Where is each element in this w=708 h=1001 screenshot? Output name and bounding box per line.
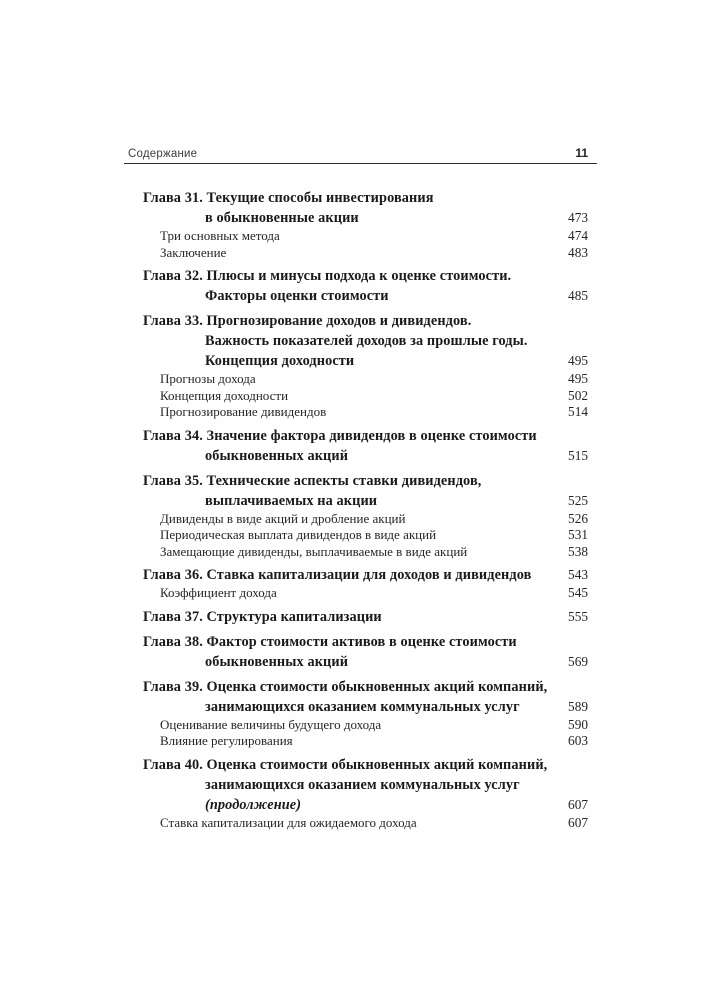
toc-line bbox=[127, 245, 588, 262]
toc-line bbox=[127, 471, 588, 491]
toc-sub-entry bbox=[127, 527, 588, 544]
toc-line-text: Коэффициент дохода bbox=[160, 585, 277, 600]
toc-line bbox=[127, 286, 588, 306]
toc-page-number: 515 bbox=[568, 447, 588, 463]
toc-chapter-entry bbox=[127, 188, 588, 228]
toc-page-number: 473 bbox=[568, 210, 588, 225]
toc-line bbox=[127, 652, 588, 672]
toc-line bbox=[127, 311, 588, 331]
toc-sub-entry bbox=[127, 717, 588, 734]
toc-line-text: обыкновенных акций bbox=[205, 653, 349, 670]
toc-chapter-entry bbox=[127, 471, 588, 511]
toc-page-number: 474 bbox=[568, 228, 588, 243]
toc-page-number: 531 bbox=[568, 527, 588, 542]
toc-page-number: 543 bbox=[568, 567, 588, 582]
toc-line-text: Глава 34. Значение фактора дивидендов в оценке стоимости bbox=[143, 427, 537, 444]
toc-line bbox=[127, 607, 588, 627]
toc-page-number: 589 bbox=[568, 698, 588, 714]
toc-sub-entry bbox=[127, 228, 588, 245]
toc-line-text: Влияние регулирования bbox=[160, 733, 293, 748]
toc-sub-entry bbox=[127, 371, 588, 388]
toc-chapter-entry bbox=[127, 565, 588, 585]
toc-page-number: 603 bbox=[568, 733, 588, 748]
toc-line bbox=[127, 717, 588, 734]
toc-line-text: Замещающие дивиденды, выплачиваемые в виде акций bbox=[160, 543, 468, 559]
toc-line bbox=[127, 677, 588, 697]
toc-line-text: выплачиваемых на акции bbox=[205, 492, 378, 509]
toc-line bbox=[127, 404, 588, 421]
running-head-page-number: 11 bbox=[575, 146, 588, 160]
toc-line-text: Глава 39. Оценка стоимости обыкновенных акций компаний, bbox=[143, 678, 548, 695]
toc-line-text: Глава 40. Оценка стоимости обыкновенных акций компаний, bbox=[143, 756, 548, 773]
toc-sub-entry bbox=[127, 245, 588, 262]
toc-line-text: Важность показателей доходов за прошлые годы. bbox=[205, 333, 528, 349]
toc-sub-entry bbox=[127, 388, 588, 405]
toc-line bbox=[127, 733, 588, 750]
toc-chapter-entry bbox=[127, 755, 588, 815]
toc-line-text: Оценивание величины будущего дохода bbox=[160, 716, 382, 732]
toc-page-number: 514 bbox=[568, 404, 588, 419]
toc-chapter-entry bbox=[127, 607, 588, 627]
toc-sub-entry bbox=[127, 511, 588, 528]
toc-page-number: 607 bbox=[568, 814, 588, 830]
toc-page-number: 526 bbox=[568, 510, 588, 526]
running-head bbox=[124, 146, 597, 164]
toc-line bbox=[127, 815, 588, 832]
toc-line-text: Прогнозы дохода bbox=[160, 371, 256, 386]
toc-page-number: 495 bbox=[568, 371, 588, 386]
toc-line-text: Концепция доходности bbox=[205, 353, 355, 369]
toc-line bbox=[127, 511, 588, 528]
toc-sub-entry bbox=[127, 404, 588, 421]
toc-line-text: занимающихся оказанием коммунальных услуг bbox=[205, 776, 520, 793]
toc-line bbox=[127, 331, 588, 351]
toc-page-number: 485 bbox=[568, 288, 588, 303]
toc-line bbox=[127, 795, 588, 815]
toc-line bbox=[127, 775, 588, 795]
toc-line-text: занимающихся оказанием коммунальных услуг bbox=[205, 698, 520, 715]
toc-line bbox=[127, 697, 588, 717]
toc-page-number: 495 bbox=[568, 353, 588, 368]
toc-line-text: Глава 32. Плюсы и минусы подхода к оценке стоимости. bbox=[143, 268, 512, 284]
toc-line bbox=[127, 228, 588, 245]
toc-page-number: 502 bbox=[568, 387, 588, 403]
toc-line bbox=[127, 632, 588, 652]
toc-line-text: в обыкновенные акции bbox=[205, 210, 359, 226]
toc-sub-entry bbox=[127, 585, 588, 602]
toc-line-text: Дивиденды в виде акций и дробление акций bbox=[160, 510, 406, 526]
toc-line-text: Глава 36. Ставка капитализации для доходов и дивидендов bbox=[143, 567, 532, 583]
toc-line-text: (продолжение) bbox=[205, 796, 302, 813]
toc-line-text: Глава 33. Прогнозирование доходов и дивидендов. bbox=[143, 313, 472, 329]
toc-line-text: Факторы оценки стоимости bbox=[205, 288, 389, 304]
toc-line bbox=[127, 188, 588, 208]
toc-chapter-entry bbox=[127, 677, 588, 717]
toc-page-number: 525 bbox=[568, 492, 588, 508]
toc-line bbox=[127, 491, 588, 511]
toc-chapter-entry bbox=[127, 426, 588, 466]
toc-chapter-entry bbox=[127, 266, 588, 306]
toc-line bbox=[127, 371, 588, 388]
toc-line-text: Прогнозирование дивидендов bbox=[160, 404, 327, 419]
toc-page-number: 483 bbox=[568, 244, 588, 260]
toc-line-text: Глава 31. Текущие способы инвестирования bbox=[143, 190, 434, 206]
toc-line-text: Глава 35. Технические аспекты ставки дивидендов, bbox=[143, 472, 482, 489]
toc-line bbox=[127, 351, 588, 371]
toc-line bbox=[127, 426, 588, 446]
toc-line-text: Периодическая выплата дивидендов в виде акций bbox=[160, 527, 437, 542]
toc-line bbox=[127, 565, 588, 585]
toc-line-text: Глава 37. Структура капитализации bbox=[143, 608, 382, 625]
toc-page-number: 555 bbox=[568, 608, 588, 624]
toc-line-text: Глава 38. Фактор стоимости активов в оценке стоимости bbox=[143, 633, 517, 650]
toc-sub-entry bbox=[127, 733, 588, 750]
toc-line bbox=[127, 527, 588, 544]
toc-line-text: Три основных метода bbox=[160, 228, 280, 243]
toc-chapter-entry bbox=[127, 632, 588, 672]
toc-chapter-entry bbox=[127, 311, 588, 371]
toc-line bbox=[127, 388, 588, 405]
toc-line-text: Заключение bbox=[160, 244, 227, 260]
toc-line bbox=[127, 208, 588, 228]
toc-page-number: 545 bbox=[568, 585, 588, 600]
toc-line bbox=[127, 585, 588, 602]
toc-line bbox=[127, 755, 588, 775]
toc-sub-entry bbox=[127, 815, 588, 832]
toc bbox=[127, 188, 588, 831]
toc-line-text: обыкновенных акций bbox=[205, 447, 349, 464]
toc-page-number: 538 bbox=[568, 543, 588, 559]
toc-line bbox=[127, 446, 588, 466]
toc-line bbox=[127, 544, 588, 561]
toc-page-number: 607 bbox=[568, 796, 588, 812]
toc-line-text: Концепция доходности bbox=[160, 387, 289, 403]
toc-page-number: 590 bbox=[568, 716, 588, 732]
running-head-title: Содержание bbox=[128, 148, 198, 160]
toc-sub-entry bbox=[127, 544, 588, 561]
toc-page-number: 569 bbox=[568, 653, 588, 669]
toc-line-text: Ставка капитализации для ожидаемого дохода bbox=[160, 814, 417, 830]
toc-line bbox=[127, 266, 588, 286]
